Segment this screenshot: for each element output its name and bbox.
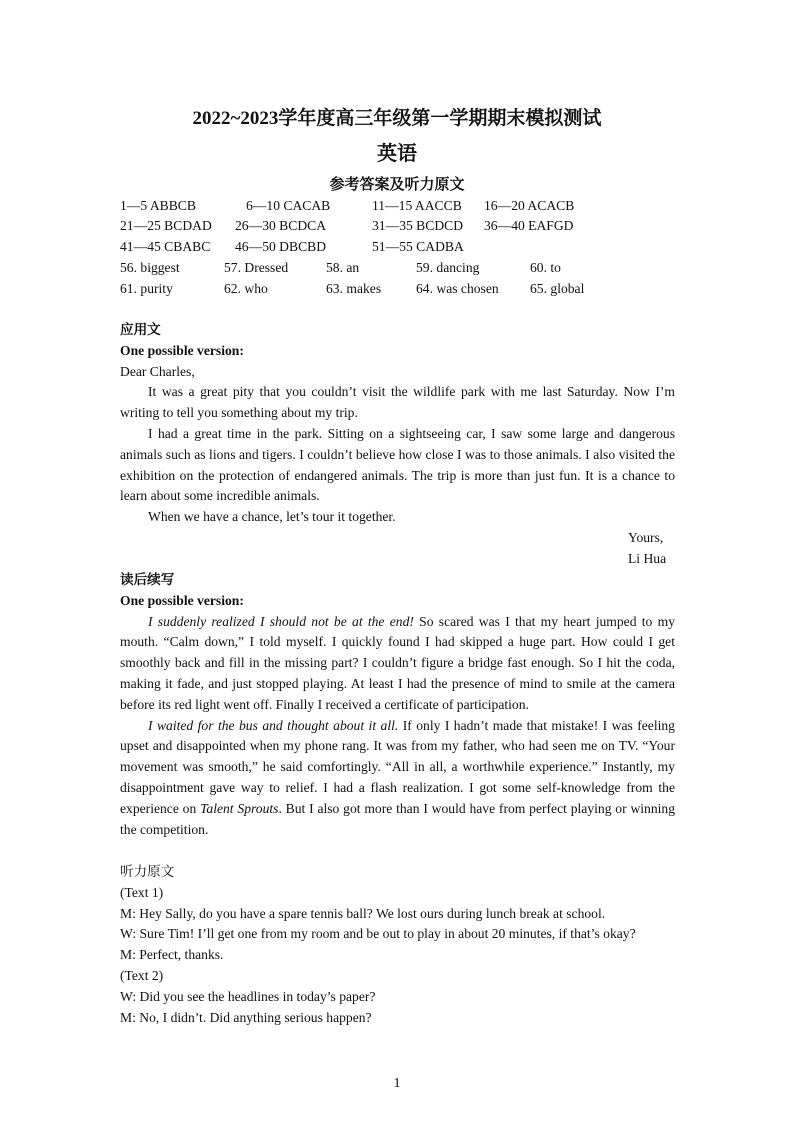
answer-group: 6—10 CACAB — [246, 198, 331, 213]
answer-group: 21—25 BCDAD — [120, 218, 212, 233]
answer-group: 62. who — [224, 281, 268, 296]
answer-group: 11—15 AACCB — [372, 198, 462, 213]
story-text: So scared was I that my heart jumped to my mouth. “Calm down,” I told myself. I quickly found I had skipped a huge part. How could I get smoothly back and fill in the missing part? I couldn’t figure a bridge fast enough. So I hit the coda, making it fade, and just stopped playing. At least I had the presence of mind to smile at the camera before its red light went off. Finally I received a certificate of participation. — [120, 613, 675, 712]
answer-group: 65. global — [530, 281, 585, 296]
subject-title: 英语 — [377, 143, 417, 165]
page-title: 2022~2023学年度高三年级第一学期期末模拟测试 — [192, 108, 602, 129]
answer-group: 41—45 CBABC — [120, 239, 211, 254]
answer-group: 63. makes — [326, 281, 382, 296]
version-label: One possible version: — [120, 342, 244, 358]
answer-group: 60. to — [530, 260, 561, 275]
letter-paragraph: When we have a chance, let’s tour it together. — [148, 509, 396, 525]
page-number: 1 — [393, 1076, 401, 1091]
answer-key-subtitle: 参考答案及听力原文 — [329, 177, 465, 193]
letter-closing: Yours, — [628, 529, 664, 545]
letter-signature: Li Hua — [628, 550, 667, 566]
script-line: (Text 2) — [120, 967, 164, 983]
answer-group: 57. Dressed — [224, 260, 289, 275]
section-heading: 应用文 — [120, 322, 161, 337]
story-paragraph — [120, 716, 675, 841]
answer-group: 64. was chosen — [416, 281, 499, 296]
script-line: W: Did you see the headlines in today’s paper? — [120, 988, 376, 1004]
section-heading: 听力原文 — [120, 864, 175, 879]
answer-group: 26—30 BCDCA — [235, 218, 327, 233]
story-opening-sentence: I suddenly realized I should not be at the end! — [148, 613, 414, 629]
letter-paragraph: It was a great pity that you couldn’t visit the wildlife park with me last Saturday. Now I’m writing to tell you something about my trip. — [120, 384, 675, 421]
answer-group: 51—55 CADBA — [372, 239, 464, 254]
answer-group: 36—40 EAFGD — [484, 218, 574, 233]
answer-group: 61. purity — [120, 281, 173, 296]
script-line: M: No, I didn’t. Did anything serious happen? — [120, 1009, 372, 1025]
show-title: Talent Sprouts — [200, 800, 279, 816]
story-text: If only I hadn’t made that mistake! I was feeling upset and disappointed when my phone rang. It was from my father, who had seen me on TV. “Your movement was smooth,” he said comfortingly. “All in all, a worthwhile experience.” Instantly, my disappointment gave way to relief. I had a flash realization. I got some self-knowledge from the experience on — [120, 717, 675, 816]
letter-paragraph: I had a great time in the park. Sitting on a sightseeing car, I saw some large and dangerous animals such as lions and tigers. I couldn’t believe how close I was to those animals. I also visited the exhibition on the protection of endangered animals. The trip is more than just fun. It is a chance to learn about some incredible animals. — [120, 425, 675, 504]
answer-group: 31—35 BCDCD — [372, 218, 464, 233]
letter-salutation: Dear Charles, — [120, 363, 195, 379]
continuation-writing-section — [120, 570, 675, 840]
script-line: M: Perfect, thanks. — [120, 947, 224, 963]
story-text: . But I also got more than I would have from perfect playing or winning the competition. — [120, 800, 675, 837]
answer-group: 58. an — [326, 260, 360, 275]
answer-group: 59. dancing — [416, 260, 480, 275]
script-line: M: Hey Sally, do you have a spare tennis ball? We lost ours during lunch break at school. — [120, 905, 606, 921]
story-opening-sentence: I waited for the bus and thought about it all. — [148, 717, 399, 733]
answer-group: 1—5 ABBCB — [120, 198, 196, 213]
script-line: W: Sure Tim! I’ll get one from my room and be out to play in about 20 minutes, if that’s okay? — [120, 926, 636, 942]
listening-script-section — [120, 862, 675, 1028]
answer-group: 56. biggest — [120, 260, 180, 275]
answer-group: 16—20 ACACB — [484, 198, 575, 213]
version-label: One possible version: — [120, 592, 244, 608]
section-heading: 读后续写 — [120, 572, 175, 587]
story-paragraph — [120, 612, 675, 716]
answer-group: 46—50 DBCBD — [235, 239, 327, 254]
script-line: (Text 1) — [120, 884, 164, 900]
practical-writing-section — [120, 320, 675, 570]
